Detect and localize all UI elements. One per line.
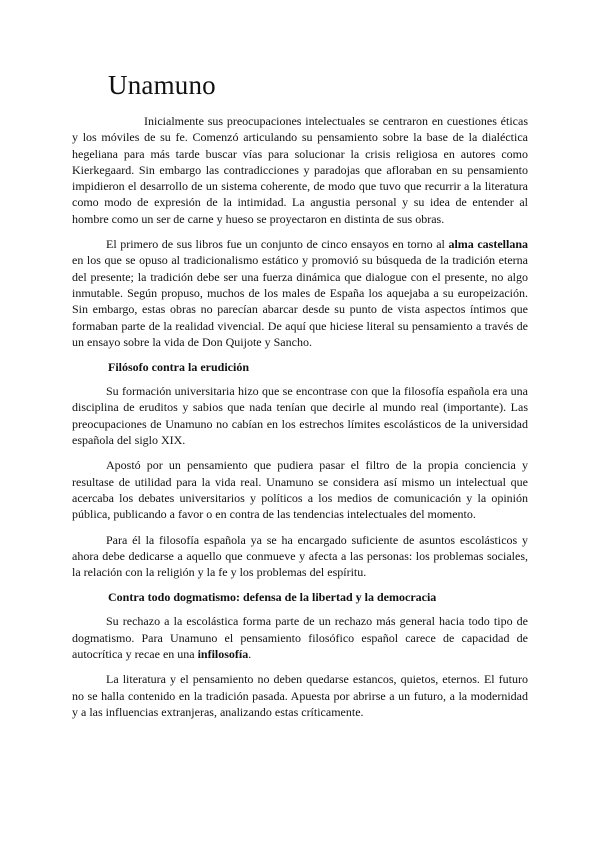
- section-heading-dogmatismo: Contra todo dogmatismo: defensa de la libertad y la democracia: [108, 590, 437, 605]
- paragraph-filosofia-espanola: Para él la filosofía española ya se ha encargado suficiente de asuntos escolásticos y ahora debe dedicarse a aquello que conmueve y afecta a las personas: los problemas sociales, la relación con la religión y la fe y los problemas del espíritu.: [72, 532, 528, 580]
- paragraph-text: en los que se opuso al tradicionalismo estático y promovió su búsqueda de la tradición eterna del presente; la tradición debe ser una fuerza dinámica que dialogue con el presente, no algo inmutable. Según propuso, muchos de los males de España los aquejaba a su europeización. Sin embargo, estas obras no parecían abarcar desde su punto de vista aspectos íntimos que formaban parte de la realidad vivencial. De aquí que hiciese literal su pensamiento a través de un ensayo sobre la vida de Don Quijote y Sancho.: [72, 253, 528, 349]
- section-heading-erudicion: Filósofo contra la erudición: [108, 360, 249, 375]
- paragraph-alma-castellana: [72, 236, 528, 350]
- page-title: Unamuno: [108, 70, 216, 100]
- paragraph-text: Su rechazo a la escolástica forma parte de un rechazo más general hacia todo tipo de dogmatismo. Para Unamuno el pensamiento filosófico español carece de capacidad de autocrítica y recae en una: [72, 614, 528, 662]
- paragraph-formacion: Su formación universitaria hizo que se encontrase con que la filosofía española era una disciplina de eruditos y sabios que nada tenían que decirle al mundo real (importante). Las preocupaciones de Unamuno no cabían en los estrechos límites escolásticos de la universidad española del siglo XIX.: [72, 384, 528, 448]
- bold-term: infilosofía: [197, 647, 249, 662]
- paragraph-text: El primero de sus libros fue un conjunto de cinco ensayos en torno al: [106, 237, 449, 252]
- paragraph-intro: Inicialmente sus preocupaciones intelectuales se centraron en cuestiones éticas y los móviles de su fe. Comenzó articulando su pensamiento sobre la base de la dialéctica hegeliana para más tarde buscar vías para solucionar la crisis religiosa en autores como Kierkegaard. Sin embargo las contradicciones y paradojas que afloraban en su pensamiento impidieron el desarrollo de un sistema coherente, de modo que tuvo que recurrir a la literatura como modo de expresión de la intimidad. La angustia personal y su idea de entender al hombre como un ser de carne y hueso se proyectaron en distinta de sus obras.: [72, 114, 528, 226]
- paragraph-text: .: [248, 647, 252, 662]
- paragraph-literatura: La literatura y el pensamiento no deben quedarse estancos, quietos, eternos. El futuro no se halla contenido en la tradición pasada. Apuesta por abrirse a un futuro, a la modernidad y a las influencias extranjeras, analizando estas críticamente.: [72, 672, 528, 719]
- bold-term: alma castellana: [448, 237, 528, 252]
- paragraph-rechazo: [72, 613, 528, 662]
- paragraph-aposto: Apostó por un pensamiento que pudiera pasar el filtro de la propia conciencia y resultase de utilidad para la vida real. Unamuno se considera así mismo un intelectual que acercaba los debates universitarios y políticos a los medios de comunicación y la opinión pública, publicando a favor o en contra de las tendencias intelectuales del momento.: [72, 458, 528, 522]
